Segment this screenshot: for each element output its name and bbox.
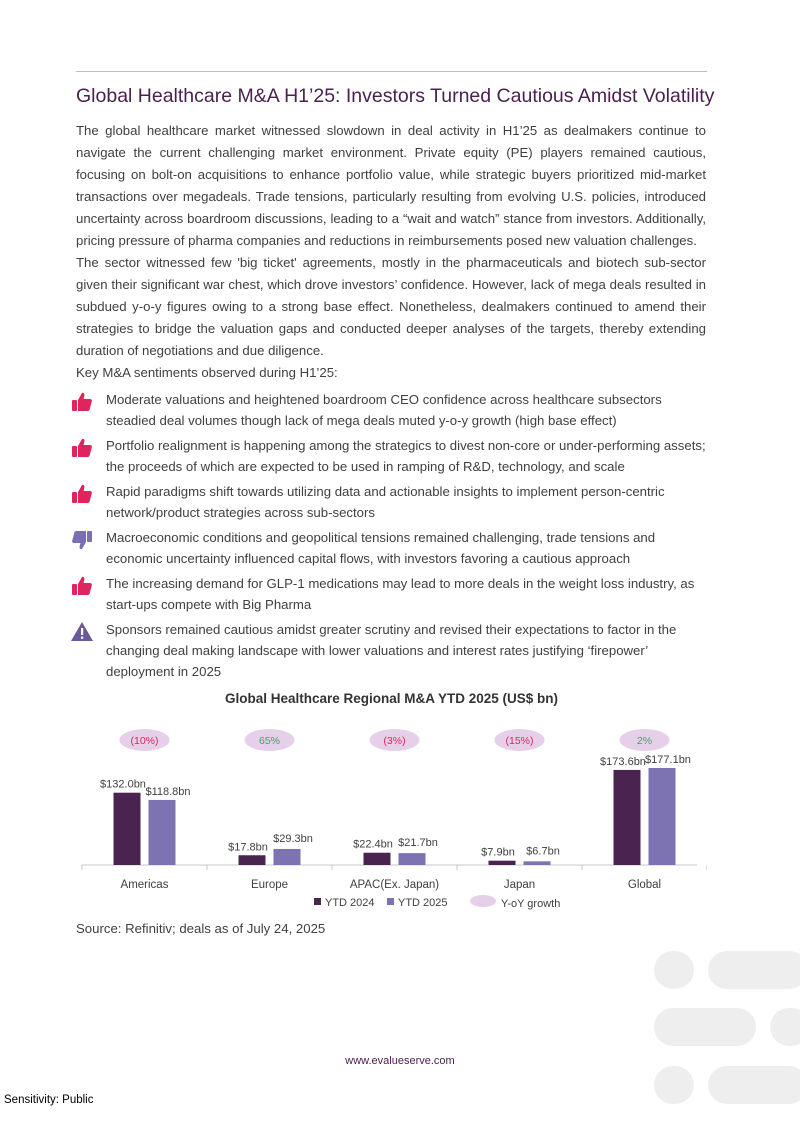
sentiment-item: [66, 527, 711, 569]
data-label: $6.7bn: [526, 845, 560, 858]
legend-swatch-ytd2024: [314, 898, 321, 905]
bar-ytd2025: [149, 800, 176, 865]
growth-label: (15%): [505, 735, 534, 747]
decor-pill: [654, 1008, 756, 1046]
legend-label: YTD 2024: [325, 897, 375, 909]
data-label: $132.0bn: [100, 778, 146, 791]
bar-ytd2025: [399, 853, 426, 865]
warning-icon: [70, 620, 94, 644]
growth-label: (3%): [383, 735, 406, 747]
intro-paragraph: The global healthcare market witnessed slowdown in deal activity in H1’25 as dealmakers continue to navigate the current challenging market environment. Private equity (PE) players remained cautious, focusing on bolt-on acquisitions to enhance portfolio value, while strategic buyers prioritized mid-market transactions over megadeals. Trade tensions, particularly resulting from evolving U.S. policies, introduced uncertainty across boardroom discussions, leading to a “wait and watch” stance from investors. Additionally, pricing pressure of pharma companies and reductions in reimbursements posed new valuation challenges.: [76, 123, 706, 248]
decor-pill: [654, 951, 694, 989]
bar-ytd2024: [364, 853, 391, 865]
sentiment-text: Rapid paradigms shift towards utilizing data and actionable insights to implement person-centric network/product strategies across sub-sectors: [106, 484, 665, 520]
key-sentiments-heading: Key M&A sentiments observed during H1’25:: [76, 365, 338, 380]
category-label: Global: [627, 879, 662, 891]
sentiment-text: The increasing demand for GLP-1 medications may lead to more deals in the weight loss industry, as start-ups compete with Big Pharma: [106, 576, 695, 612]
bar-ytd2024: [239, 855, 266, 865]
bar-ytd2025: [649, 768, 676, 865]
data-label: $177.1bn: [645, 754, 691, 766]
sentiment-text: Moderate valuations and heightened boardroom CEO confidence across healthcare subsectors steadied deal volumes though lack of mega deals muted y-o-y growth (high base effect): [106, 392, 662, 428]
bar-ytd2024: [614, 770, 641, 865]
category-label: Europe: [250, 879, 289, 891]
sensitivity-label: Sensitivity: Public: [4, 1094, 94, 1106]
source-note: Source: Refinitiv; deals as of July 24, 2025: [76, 921, 326, 936]
legend-swatch-growth: [470, 895, 496, 907]
data-label: $21.7bn: [398, 837, 438, 850]
sentiments-list: [66, 389, 711, 686]
sentiment-item: [66, 389, 711, 431]
thumbs-up-icon: [70, 390, 94, 414]
regional-ma-bar-chart: [76, 715, 707, 915]
data-label: $118.8bn: [145, 785, 191, 798]
decor-pill: [770, 1008, 800, 1046]
header-rule: [76, 71, 707, 72]
data-label: $7.9bn: [481, 846, 515, 859]
legend-label: YTD 2025: [398, 897, 448, 909]
decor-pill: [708, 951, 800, 989]
website-link[interactable]: www.evalueserve.com: [345, 1055, 455, 1067]
page-title: Global Healthcare M&A H1’25: Investors Turned Cautious Amidst Volatility: [76, 85, 715, 107]
data-label: $17.8bn: [228, 841, 268, 854]
sector-paragraph: The sector witnessed few 'big ticket' agreements, mostly in the pharmaceuticals and biotech sub-sector given their significant war chest, which drove investors’ confidence. However, lack of mega deals resulted in subdued y-o-y figures owing to a strong base effect. Nonetheless, dealmakers continued to amend their strategies to bridge the valuation gaps and conducted deeper analyses of the targets, thereby extending duration of negotiations and due diligence.: [76, 255, 706, 358]
chart-title: Global Healthcare Regional M&A YTD 2025 (US$ bn): [224, 691, 559, 706]
legend-swatch-ytd2025: [387, 898, 394, 905]
bar-ytd2024: [114, 793, 141, 865]
data-label: $29.3bn: [273, 832, 313, 845]
category-label: APAC(Ex. Japan): [349, 879, 440, 891]
growth-label: 65%: [258, 735, 281, 747]
thumbs-up-icon: [70, 482, 94, 506]
sentiment-text: Portfolio realignment is happening among the strategics to divest non-core or under-performing assets; the proceeds of which are expected to be used in ramping of R&D, technology, and scale: [106, 438, 706, 474]
thumbs-up-icon: [70, 574, 94, 598]
sentiment-item: [66, 619, 711, 682]
bar-ytd2025: [274, 849, 301, 865]
decor-pill: [708, 1066, 800, 1104]
category-label: Japan: [503, 879, 536, 891]
thumbs-up-icon: [70, 436, 94, 460]
sentiment-item: [66, 435, 711, 477]
growth-label: (10%): [130, 735, 159, 747]
sentiment-item: [66, 481, 711, 523]
sentiment-item: [66, 573, 711, 615]
legend-label: Y-oY growth: [501, 898, 561, 910]
growth-label: 2%: [636, 735, 653, 747]
decor-pill: [654, 1066, 694, 1104]
thumbs-down-icon: [70, 528, 94, 552]
data-label: $22.4bn: [353, 838, 393, 851]
sentiment-text: Sponsors remained cautious amidst greater scrutiny and revised their expectations to factor in the changing deal making landscape with lower valuations and interest rates justifying ‘firepower’ deployment in 2025: [106, 622, 677, 679]
data-label: $173.6bn: [600, 755, 646, 768]
bar-ytd2024: [489, 861, 516, 865]
bar-ytd2025: [524, 861, 551, 865]
category-label: Americas: [120, 879, 169, 891]
sentiment-text: Macroeconomic conditions and geopolitical tensions remained challenging, trade tensions and economic uncertainty influenced capital flows, with investors favoring a cautious approach: [106, 530, 656, 566]
